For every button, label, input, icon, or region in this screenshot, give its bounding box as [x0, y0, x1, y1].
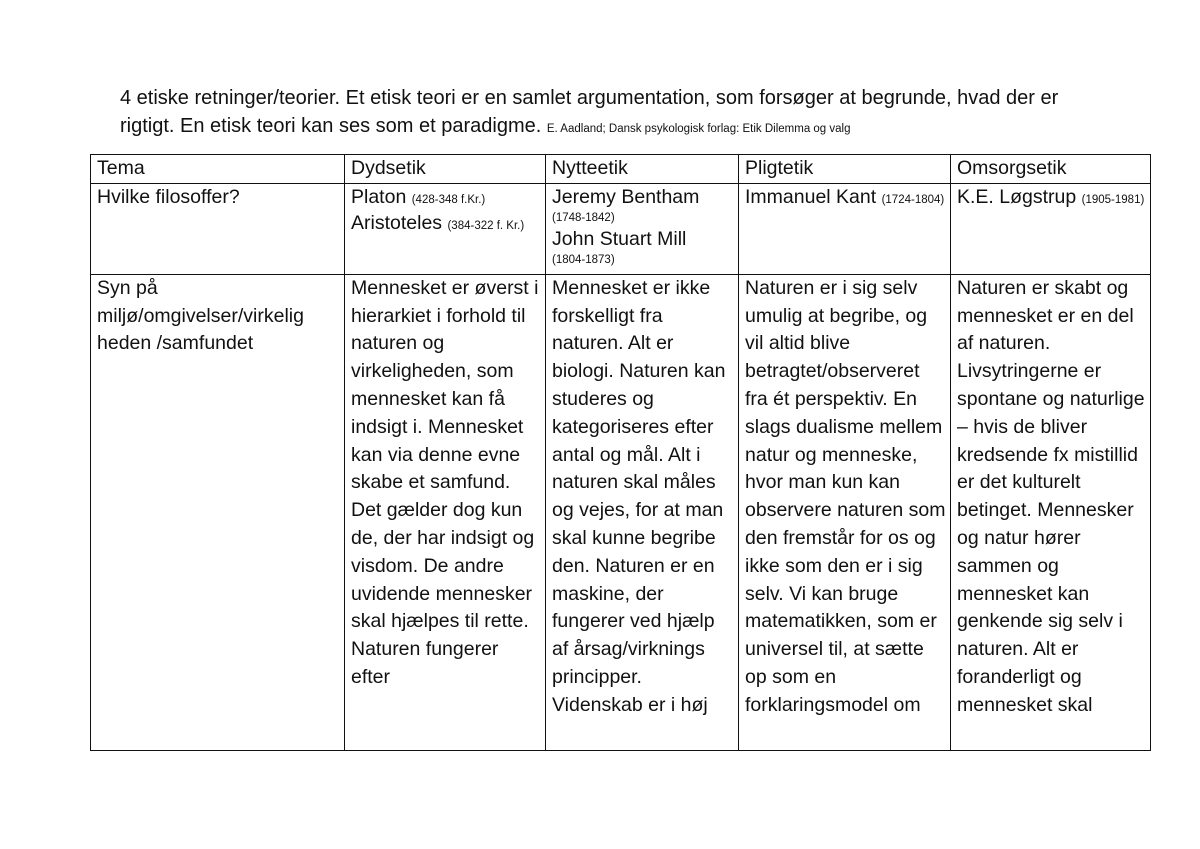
philosopher-name: Aristoteles — [351, 211, 443, 234]
intro-text: 4 etiske retninger/teorier. Et etisk teori er en samlet argumentation, som forsøger at begrunde, hvad der er rigtigt. En etisk teori kan ses som et paradigme. — [120, 87, 1059, 137]
philosopher-name: Immanuel Kant — [745, 185, 877, 208]
intro-source: E. Aadland; Dansk psykologisk forlag: Etik Dilemma og valg — [546, 123, 851, 135]
philosophers-row — [91, 183, 1151, 274]
philosopher-entry — [351, 210, 541, 236]
view-row — [91, 274, 1151, 750]
pligtetik-view: Naturen er i sig selv umulig at begribe, og vil altid blive betragtet/observeret fra ét perspektiv. En slags dualisme mellem natur og menneske, hvor man kun kan observere naturen som den fremstår for os og ikke som den er i sig selv. Vi kan bruge matematikken, som er universel til, at sætte op som en forklaringsmodel om — [739, 274, 951, 750]
intro-paragraph — [120, 84, 1080, 143]
philosopher-entry — [552, 184, 734, 226]
nytteetik-philosophers — [546, 183, 739, 274]
view-label: Syn på miljø/omgivelser/virkelig heden /samfundet — [91, 274, 345, 750]
header-pligtetik: Pligtetik — [739, 155, 951, 184]
philosopher-entry — [957, 184, 1146, 210]
ethics-table — [90, 154, 1151, 751]
philosopher-years: (1804-1873) — [552, 253, 615, 266]
dydsetik-view: Mennesket er øverst i hierarkiet i forhold til naturen og virkeligheden, som mennesket kan få indsigt i. Mennesket kan via denne evne skabe et samfund. Det gælder dog kun de, der har indsigt og visdom. De andre uvidende mennesker skal hjælpes til rette. Naturen fungerer efter — [345, 274, 546, 750]
pligtetik-philosophers — [739, 183, 951, 274]
omsorgsetik-philosophers — [951, 183, 1151, 274]
philosopher-name: K.E. Løgstrup — [957, 185, 1077, 208]
header-nytteetik: Nytteetik — [546, 155, 739, 184]
philosopher-entry — [552, 226, 734, 268]
header-row — [91, 155, 1151, 184]
philosopher-name: Platon — [351, 185, 407, 208]
philosopher-years: (1905-1981) — [1081, 193, 1145, 206]
philosopher-entry — [351, 184, 541, 210]
philosophers-label: Hvilke filosoffer? — [91, 183, 345, 274]
philosopher-years: (1724-1804) — [881, 193, 945, 206]
philosopher-name: John Stuart Mill — [552, 227, 687, 250]
philosopher-years: (428-348 f.Kr.) — [411, 193, 486, 206]
header-dydsetik: Dydsetik — [345, 155, 546, 184]
header-omsorgsetik: Omsorgsetik — [951, 155, 1151, 184]
philosopher-entry — [745, 184, 946, 210]
header-tema: Tema — [91, 155, 345, 184]
philosopher-years: (384-322 f. Kr.) — [447, 219, 525, 232]
philosopher-name: Jeremy Bentham — [552, 185, 700, 208]
dydsetik-philosophers — [345, 183, 546, 274]
omsorgsetik-view: Naturen er skabt og mennesket er en del af naturen. Livsytringerne er spontane og naturlige – hvis de bliver kredsende fx mistillid er det kulturelt betinget. Mennesker og natur hører sammen og mennesket kan genkende sig selv i naturen. Alt er foranderligt og mennesket skal — [951, 274, 1151, 750]
nytteetik-view: Mennesket er ikke forskelligt fra naturen. Alt er biologi. Naturen kan studeres og kategoriseres efter antal og mål. Alt i naturen skal måles og vejes, for at man skal kunne begribe den. Naturen er en maskine, der fungerer ved hjælp af årsag/virknings principper. Videnskab er i høj — [546, 274, 739, 750]
philosopher-years: (1748-1842) — [552, 211, 615, 224]
